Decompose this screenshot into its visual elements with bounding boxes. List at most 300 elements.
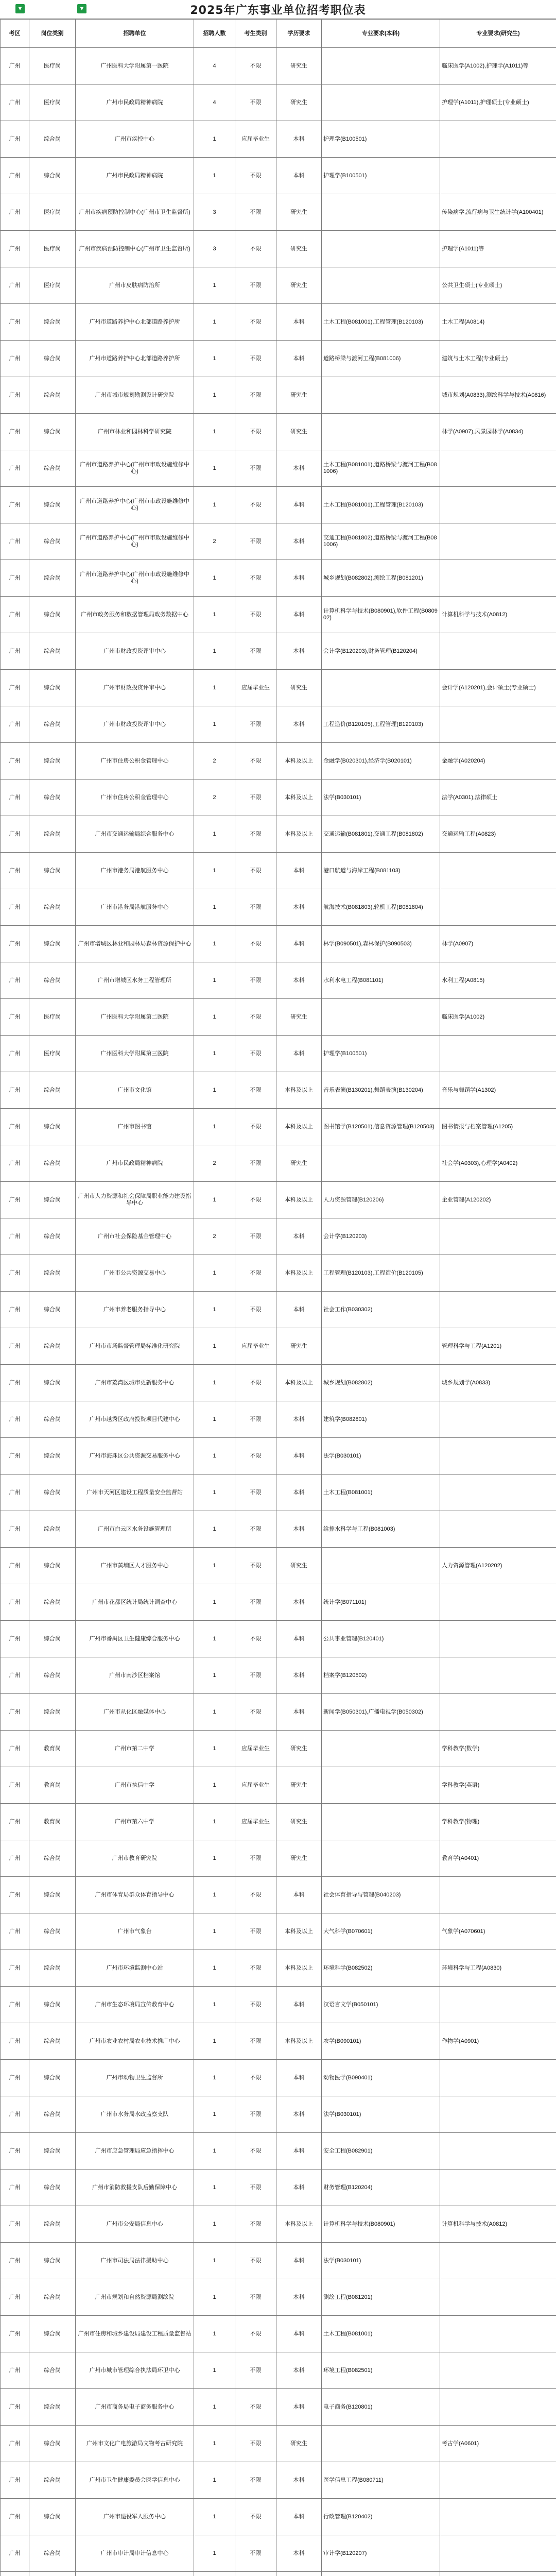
- table-cell: 广州市执信中学: [76, 1767, 194, 1804]
- table-cell: 1: [194, 414, 235, 450]
- table-cell: 广州市港务局港航服务中心: [76, 889, 194, 926]
- table-cell: 音乐表演(B130201),舞蹈表演(B130204): [322, 1072, 440, 1109]
- table-cell: 广州: [1, 267, 29, 304]
- table-cell: [440, 450, 556, 487]
- table-cell: 广州市体育局群众体育指导中心: [76, 1877, 194, 1913]
- table-cell: 林学(A0907),风景园林学(A0834): [440, 414, 556, 450]
- table-cell: 综合岗: [29, 1987, 76, 2023]
- table-cell: 1: [194, 1548, 235, 1584]
- table-cell: [440, 2279, 556, 2316]
- table-cell: 不限: [235, 1840, 276, 1877]
- table-cell: 本科: [276, 889, 322, 926]
- table-cell: [322, 377, 440, 414]
- table-row: [1, 926, 556, 962]
- table-cell: 广州: [1, 2279, 29, 2316]
- table-cell: [440, 1987, 556, 2023]
- table-row: [1, 2170, 556, 2206]
- table-row: [1, 2535, 556, 2572]
- table-cell: 广州: [1, 487, 29, 523]
- table-cell: 1: [194, 2499, 235, 2535]
- table-cell: 不限: [235, 1511, 276, 1548]
- table-cell: 本科: [276, 1475, 322, 1511]
- table-cell: 综合岗: [29, 2535, 76, 2572]
- table-row: [1, 487, 556, 523]
- table-row: [1, 706, 556, 743]
- table-cell: 城乡规划(B082802): [322, 1365, 440, 1401]
- table-row: [1, 1657, 556, 1694]
- table-row: [1, 2316, 556, 2352]
- table-cell: 综合岗: [29, 1913, 76, 1950]
- table-cell: 城乡规划(B082802),测绘工程(B081201): [322, 560, 440, 597]
- table-row: [1, 2133, 556, 2170]
- table-cell: [440, 633, 556, 670]
- table-cell: 交通运输(B081801),交通工程(B081802): [322, 816, 440, 853]
- table-cell: 广州: [1, 2170, 29, 2206]
- table-cell: 计算机科学与技术(B080901): [322, 2206, 440, 2243]
- table-cell: 护理学(B100501): [322, 121, 440, 158]
- table-cell: 研究生: [276, 414, 322, 450]
- table-cell: 广州市住房公积金管理中心: [76, 743, 194, 779]
- table-cell: 审计学(B120207): [322, 2535, 440, 2572]
- table-row: [1, 779, 556, 816]
- table-cell: 广州市疾病预防控制中心(广州市卫生监督所): [76, 231, 194, 267]
- table-cell: 计算机科学与技术(B080901),软件工程(B080902): [322, 597, 440, 633]
- table-cell: [440, 560, 556, 597]
- table-row: [1, 889, 556, 926]
- table-cell: 广州: [1, 597, 29, 633]
- table-cell: 不限: [235, 2060, 276, 2096]
- table-cell: 广州: [1, 1840, 29, 1877]
- table-cell: 广州: [1, 560, 29, 597]
- table-cell: 1: [194, 1255, 235, 1292]
- table-cell: 广州: [1, 1365, 29, 1401]
- table-cell: 档案学(B120502): [322, 1657, 440, 1694]
- table-body: [1, 48, 556, 2576]
- table-cell: 研究生: [276, 377, 322, 414]
- table-cell: 应届毕业生: [235, 1804, 276, 1840]
- table-cell: 本科及以上: [276, 1255, 322, 1292]
- table-cell: [322, 194, 440, 231]
- table-cell: 公共事业管理(B120401): [322, 1621, 440, 1657]
- table-cell: 综合岗: [29, 1328, 76, 1365]
- table-cell: 4: [194, 84, 235, 121]
- table-cell: 计算机科学与技术(A0812): [440, 2206, 556, 2243]
- table-cell: 广州市文化馆: [76, 1072, 194, 1109]
- table-cell: [440, 2060, 556, 2096]
- table-cell: 广州: [1, 377, 29, 414]
- table-cell: 环境科学(B082502): [322, 1950, 440, 1987]
- table-cell: 本科: [276, 1036, 322, 1072]
- table-cell: 1: [194, 2133, 235, 2170]
- table-cell: 教育岗: [29, 1767, 76, 1804]
- table-cell: 土木工程(B081001): [322, 2316, 440, 2352]
- table-cell: 广州市消防救援支队后勤保障中心: [76, 2170, 194, 2206]
- table-cell: 不限: [235, 523, 276, 560]
- table-cell: 不限: [235, 194, 276, 231]
- table-cell: 不限: [235, 2462, 276, 2499]
- table-cell: 研究生: [276, 231, 322, 267]
- table-cell: 计算机科学与技术(A0812): [440, 597, 556, 633]
- title-bar: [0, 0, 556, 19]
- table-row: [1, 1475, 556, 1511]
- table-cell: 广州市城市规划勘测设计研究院: [76, 377, 194, 414]
- table-row: [1, 1036, 556, 1072]
- table-cell: [322, 1804, 440, 1840]
- table-cell: 不限: [235, 1401, 276, 1438]
- table-cell: 1: [194, 158, 235, 194]
- table-cell: 综合岗: [29, 487, 76, 523]
- table-cell: 教育岗: [29, 1804, 76, 1840]
- table-cell: 广州: [1, 1475, 29, 1511]
- table-cell: [322, 999, 440, 1036]
- table-cell: 本科: [276, 1877, 322, 1913]
- table-cell: 广州: [1, 2316, 29, 2352]
- table-cell: 综合岗: [29, 2243, 76, 2279]
- table-cell: 医疗岗: [29, 194, 76, 231]
- table-cell: 广州市增城区水务工程管理所: [76, 962, 194, 999]
- table-cell: [276, 2572, 322, 2576]
- table-cell: 综合岗: [29, 1109, 76, 1145]
- table-cell: 不限: [235, 633, 276, 670]
- table-cell: 综合岗: [29, 962, 76, 999]
- table-cell: 1: [194, 1109, 235, 1145]
- table-cell: 广州: [1, 1109, 29, 1145]
- table-cell: 1: [194, 633, 235, 670]
- table-cell: 应届毕业生: [235, 1767, 276, 1804]
- table-cell: 1: [194, 2096, 235, 2133]
- table-cell: 广州市公安局信息中心: [76, 2206, 194, 2243]
- table-cell: 广州: [1, 670, 29, 706]
- table-cell: 综合岗: [29, 2316, 76, 2352]
- table-cell: 广州: [1, 889, 29, 926]
- table-cell: 广州市政务服务和数据管理局政务数据中心: [76, 597, 194, 633]
- table-row: [1, 853, 556, 889]
- table-row: [1, 560, 556, 597]
- table-cell: 不限: [235, 1621, 276, 1657]
- table-cell: 本科: [276, 2170, 322, 2206]
- table-cell: 安全工程(B082901): [322, 2133, 440, 2170]
- table-cell: 临床医学(A1002): [440, 999, 556, 1036]
- table-cell: 人力资源管理(B120206): [322, 1182, 440, 1218]
- table-cell: 土木工程(B081001),工程管理(B120103): [322, 304, 440, 341]
- table-cell: 本科及以上: [276, 1365, 322, 1401]
- table-cell: 1: [194, 377, 235, 414]
- table-cell: 不限: [235, 816, 276, 853]
- table-header: [1, 20, 556, 48]
- table-cell: 1: [194, 267, 235, 304]
- table-cell: 广州: [1, 1328, 29, 1365]
- table-cell: 广州市社会保险基金管理中心: [76, 1218, 194, 1255]
- table-cell: 金融学(B020301),经济学(B020101): [322, 743, 440, 779]
- table-row: [1, 1182, 556, 1218]
- table-cell: 社会学(A0303),心理学(A0402): [440, 1145, 556, 1182]
- table-cell: 广州市审计局审计信息中心: [76, 2535, 194, 2572]
- table-row: [1, 523, 556, 560]
- table-cell: 不限: [235, 84, 276, 121]
- table-cell: 不限: [235, 1475, 276, 1511]
- table-cell: 广州市卫生健康委员会医学信息中心: [76, 2462, 194, 2499]
- table-row: [1, 2243, 556, 2279]
- table-cell: 建筑学(B082801): [322, 1401, 440, 1438]
- table-cell: 交通运输工程(A0823): [440, 816, 556, 853]
- table-cell: [440, 1218, 556, 1255]
- table-cell: 1: [194, 2243, 235, 2279]
- table-cell: 公共卫生硕士(专业硕士): [440, 267, 556, 304]
- table-cell: 1: [194, 1913, 235, 1950]
- table-cell: 广州市图书馆: [76, 1109, 194, 1145]
- table-cell: 医疗岗: [29, 84, 76, 121]
- table-cell: 广州市教育研究院: [76, 1840, 194, 1877]
- table-cell: 广州市皮肤病防治所: [76, 267, 194, 304]
- table-cell: 综合岗: [29, 2023, 76, 2060]
- table-cell: [322, 267, 440, 304]
- table-cell: 广州: [1, 962, 29, 999]
- table-cell: 1: [194, 1840, 235, 1877]
- table-cell: 综合岗: [29, 121, 76, 158]
- table-cell: 1: [194, 1804, 235, 1840]
- filter-icon[interactable]: ▼: [15, 4, 25, 13]
- table-cell: [440, 1255, 556, 1292]
- table-cell: 1: [194, 560, 235, 597]
- table-cell: 广州市道路养护中心(广州市市政设施维修中心): [76, 487, 194, 523]
- table-row: [1, 304, 556, 341]
- table-row: [1, 377, 556, 414]
- table-cell: 1: [194, 1365, 235, 1401]
- table-cell: [440, 1401, 556, 1438]
- table-cell: 1: [194, 597, 235, 633]
- table-cell: 本科及以上: [276, 2023, 322, 2060]
- table-row: [1, 450, 556, 487]
- table-row: [1, 1584, 556, 1621]
- table-cell: 1: [194, 304, 235, 341]
- table-cell: [322, 2572, 440, 2576]
- table-cell: 广州市商务局电子商务服务中心: [76, 2389, 194, 2426]
- table-cell: 1: [194, 1584, 235, 1621]
- table-cell: 不限: [235, 926, 276, 962]
- table-row: [1, 1255, 556, 1292]
- table-cell: 广州市农业农村局农业技术推广中心: [76, 2023, 194, 2060]
- table-cell: 研究生: [276, 194, 322, 231]
- table-cell: 1: [194, 2352, 235, 2389]
- filter-icon[interactable]: ▼: [77, 4, 86, 13]
- table-cell: 1: [194, 1475, 235, 1511]
- table-cell: 广州市黄埔区人才服务中心: [76, 1548, 194, 1584]
- table-cell: 1: [194, 121, 235, 158]
- table-cell: 综合岗: [29, 889, 76, 926]
- table-cell: [322, 84, 440, 121]
- table-cell: [440, 1877, 556, 1913]
- table-cell: 不限: [235, 1584, 276, 1621]
- table-cell: 1: [194, 2535, 235, 2572]
- table-cell: 学科教学(数学): [440, 1731, 556, 1767]
- table-cell: 本科: [276, 2279, 322, 2316]
- table-row: [1, 1072, 556, 1109]
- table-cell: 广州: [1, 2389, 29, 2426]
- table-cell: 图书馆学(B120501),信息资源管理(B120503): [322, 1109, 440, 1145]
- table-cell: 医疗岗: [29, 1036, 76, 1072]
- table-cell: 本科: [276, 304, 322, 341]
- table-cell: 综合岗: [29, 2389, 76, 2426]
- table-cell: 研究生: [276, 670, 322, 706]
- table-cell: 综合岗: [29, 1621, 76, 1657]
- table-cell: 不限: [235, 1145, 276, 1182]
- table-cell: 综合岗: [29, 2499, 76, 2535]
- table-cell: 1: [194, 341, 235, 377]
- table-cell: 广州: [1, 779, 29, 816]
- table-cell: 会计学(B120203),财务管理(B120204): [322, 633, 440, 670]
- table-cell: 1: [194, 1621, 235, 1657]
- table-cell: 1: [194, 1072, 235, 1109]
- table-row: [1, 1804, 556, 1840]
- table-cell: 综合岗: [29, 2060, 76, 2096]
- table-cell: 应届毕业生: [235, 1731, 276, 1767]
- column-header: 学历要求: [276, 20, 322, 48]
- table-cell: 广州: [1, 1694, 29, 1731]
- table-cell: 林学(A0907): [440, 926, 556, 962]
- table-cell: 1: [194, 670, 235, 706]
- table-cell: 综合岗: [29, 158, 76, 194]
- table-cell: 本科: [276, 1438, 322, 1475]
- table-row: [1, 1913, 556, 1950]
- table-cell: 广州: [1, 2352, 29, 2389]
- table-row: [1, 1767, 556, 1804]
- table-cell: 不限: [235, 2426, 276, 2462]
- table-cell: 广州: [1, 158, 29, 194]
- table-cell: 不限: [235, 1365, 276, 1401]
- table-cell: 广州市白云区水务设施管理所: [76, 1511, 194, 1548]
- table-cell: 不限: [235, 1036, 276, 1072]
- table-cell: 土木工程(A0814): [440, 304, 556, 341]
- table-row: [1, 2060, 556, 2096]
- table-cell: 不限: [235, 1255, 276, 1292]
- table-cell: 不限: [235, 341, 276, 377]
- table-cell: 综合岗: [29, 304, 76, 341]
- table-cell: 1: [194, 853, 235, 889]
- table-cell: 广州: [1, 2133, 29, 2170]
- table-cell: 综合岗: [29, 2279, 76, 2316]
- table-cell: 农学(B090101): [322, 2023, 440, 2060]
- table-cell: 广州市天河区建设工程质量安全监督站: [76, 1475, 194, 1511]
- table-cell: 不限: [235, 2206, 276, 2243]
- table-cell: 广州: [1, 194, 29, 231]
- table-cell: 综合岗: [29, 853, 76, 889]
- table-cell: 广州: [1, 2535, 29, 2572]
- table-cell: 1: [194, 706, 235, 743]
- table-row: [1, 2389, 556, 2426]
- table-cell: 汉语言文学(B050101): [322, 1987, 440, 2023]
- table-cell: 综合岗: [29, 1950, 76, 1987]
- table-cell: 1: [194, 999, 235, 1036]
- table-cell: 广州市荔湾区城市更新服务中心: [76, 1365, 194, 1401]
- table-row: [1, 2499, 556, 2535]
- table-cell: [440, 889, 556, 926]
- table-cell: 研究生: [276, 1767, 322, 1804]
- table-cell: 广州: [1, 1292, 29, 1328]
- table-cell: 不限: [235, 1987, 276, 2023]
- table-cell: 新闻学(B050301),广播电视学(B050302): [322, 1694, 440, 1731]
- table-cell: 广州市退役军人服务中心: [76, 2499, 194, 2535]
- table-cell: 综合岗: [29, 706, 76, 743]
- table-cell: 广州: [1, 1036, 29, 1072]
- table-cell: [440, 706, 556, 743]
- table-cell: 广州市道路养护中心北部道路养护所: [76, 304, 194, 341]
- table-cell: 不限: [235, 1072, 276, 1109]
- table-cell: 广州市司法局法律援助中心: [76, 2243, 194, 2279]
- table-cell: 2: [194, 1145, 235, 1182]
- table-cell: 1: [194, 1438, 235, 1475]
- table-cell: 1: [194, 1987, 235, 2023]
- table-cell: 研究生: [276, 1804, 322, 1840]
- table-row: [1, 1365, 556, 1401]
- table-cell: 广州: [1, 743, 29, 779]
- table-cell: 综合岗: [29, 633, 76, 670]
- table-cell: 医学信息工程(B080711): [322, 2462, 440, 2499]
- table-cell: 广州: [1, 999, 29, 1036]
- table-cell: 本科: [276, 487, 322, 523]
- table-cell: 本科: [276, 853, 322, 889]
- column-header: 专业要求(本科): [322, 20, 440, 48]
- table-cell: 广州: [1, 121, 29, 158]
- table-cell: 不限: [235, 48, 276, 84]
- table-cell: 广州医科大学附属第一医院: [76, 48, 194, 84]
- table-cell: 广州市动物卫生监督所: [76, 2060, 194, 2096]
- table-cell: [440, 1584, 556, 1621]
- table-row: [1, 2206, 556, 2243]
- table-cell: 教育学(A0401): [440, 1840, 556, 1877]
- table-cell: 本科: [276, 523, 322, 560]
- table-cell: 广州: [1, 853, 29, 889]
- table-cell: 不限: [235, 1182, 276, 1218]
- table-cell: 综合岗: [29, 816, 76, 853]
- table-cell: 气象学(A070601): [440, 1913, 556, 1950]
- table-cell: 管理科学与工程(A1201): [440, 1328, 556, 1365]
- table-cell: 广州: [1, 1731, 29, 1767]
- table-cell: 不限: [235, 377, 276, 414]
- table-cell: [440, 121, 556, 158]
- table-cell: [440, 2572, 556, 2576]
- table-cell: 广州: [1, 1804, 29, 1840]
- table-cell: 研究生: [276, 267, 322, 304]
- table-cell: 不限: [235, 560, 276, 597]
- table-cell: 不限: [235, 2389, 276, 2426]
- table-cell: 综合岗: [29, 2170, 76, 2206]
- table-cell: 本科: [276, 926, 322, 962]
- table-row: [1, 1511, 556, 1548]
- table-cell: 广州医科大学附属第二医院: [76, 999, 194, 1036]
- table-cell: 不限: [235, 1218, 276, 1255]
- table-cell: 不限: [235, 853, 276, 889]
- table-cell: 本科及以上: [276, 743, 322, 779]
- table-cell: 研究生: [276, 2426, 322, 2462]
- table-row: [1, 2023, 556, 2060]
- table-cell: 3: [194, 231, 235, 267]
- table-cell: 广州: [1, 1767, 29, 1804]
- table-cell: 广州市城市管理综合执法局环卫中心: [76, 2352, 194, 2389]
- table-cell: 广州市疾控中心: [76, 121, 194, 158]
- table-cell: 综合岗: [29, 1475, 76, 1511]
- table-cell: 1: [194, 2060, 235, 2096]
- table-cell: 不限: [235, 999, 276, 1036]
- table-cell: 金融学(A020204): [440, 743, 556, 779]
- table-row: [1, 267, 556, 304]
- table-cell: 广州: [1, 2060, 29, 2096]
- table-cell: 本科: [276, 2389, 322, 2426]
- table-cell: 医疗岗: [29, 267, 76, 304]
- table-row: [1, 2279, 556, 2316]
- table-cell: 1: [194, 1731, 235, 1767]
- table-row: [1, 633, 556, 670]
- table-cell: 不限: [235, 1694, 276, 1731]
